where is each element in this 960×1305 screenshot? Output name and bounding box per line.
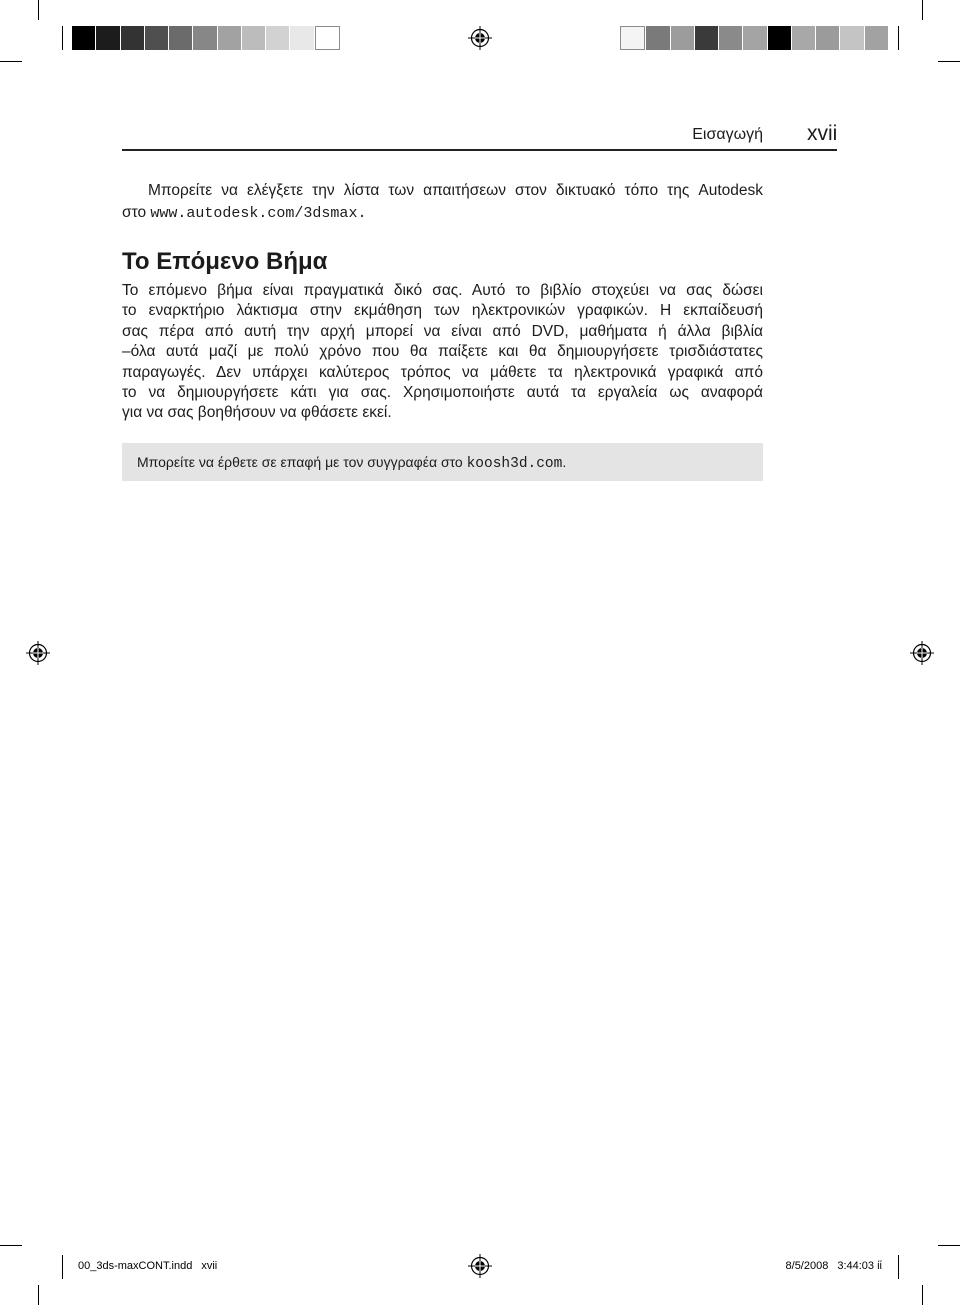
color-swatch [646,26,669,50]
crop-mark [38,1285,39,1305]
crop-mark [0,1245,22,1246]
color-swatch [865,26,888,50]
paragraph-line: –όλα αυτά μαζί με πολύ χρόνο που θα παίξετε και θα δημιουργήσετε τρισδιάστατες [122,343,763,361]
crop-mark [922,0,923,20]
slug-time: 3:44:03 ίί [837,1260,882,1272]
autodesk-url: www.autodesk.com/3dsmax [150,205,358,222]
slug-filename: 00_3ds-maxCONT.indd [78,1260,193,1272]
left-color-bar [72,26,340,50]
header-rule [122,149,837,151]
intro-line [122,202,763,225]
paragraph-line: το εναρκτήριο λάκτισμα στην εκμάθηση των ηλεκτρονικών γραφικών. Η εκπαίδευσή [122,302,763,320]
color-swatch [695,26,718,50]
paragraph-line: Το επόμενο βήμα είναι πραγματικά δικό σας. Αυτό το βιβλίο στοχεύει να σας δώσει [122,282,763,299]
slug-date: 8/5/2008 [785,1260,829,1272]
slug-timestamp [786,1258,882,1274]
color-swatch [315,26,340,50]
intro-paragraph [122,180,763,225]
crop-mark [898,1255,899,1279]
right-color-bar [620,26,888,50]
color-swatch [792,26,815,50]
color-swatch [72,26,95,50]
crop-mark [38,0,39,20]
slug-file-info [78,1258,217,1274]
color-swatch [840,26,863,50]
intro-suffix: . [357,205,367,222]
page-number: xvii [807,122,838,145]
color-swatch [671,26,694,50]
running-header-title: Εισαγωγή [692,126,763,143]
color-swatch [768,26,791,50]
intro-line: Μπορείτε να ελέγξετε την λίστα των απαιτήσεων στον δικτυακό τόπο της Autodesk [148,182,763,199]
paragraph-line: παραγωγές. Δεν υπάρχει καλύτερος τρόπος να μάθετε τα ηλεκτρονικά γραφικά από [122,363,763,381]
crop-mark [938,1245,960,1246]
crop-mark [62,26,63,50]
author-website: koosh3d.com [466,456,563,472]
paragraph-line: για να σας βοηθήσουν να φθάσετε εκεί. [122,404,392,422]
registration-mark-icon [910,641,934,665]
crop-mark [938,61,960,62]
registration-mark-icon [26,641,50,665]
color-swatch [193,26,216,50]
intro-prefix: στο [122,204,147,221]
color-swatch [121,26,144,50]
color-swatch [169,26,192,50]
color-swatch [816,26,839,50]
color-swatch [620,26,645,50]
color-swatch [145,26,168,50]
registration-mark-icon [468,1254,492,1278]
crop-mark [62,1255,63,1279]
registration-mark-icon [468,26,492,50]
section-heading: Το Επόμενο Βήμα [122,248,328,275]
color-swatch [218,26,241,50]
color-swatch [96,26,119,50]
crop-mark [898,26,899,50]
note-suffix: . [562,454,567,470]
color-swatch [242,26,265,50]
color-swatch [719,26,742,50]
color-swatch [266,26,289,50]
paragraph-line: το να δημιουργήσετε κάτι για σας. Χρησιμοποιήστε αυτά τα εργαλεία ως αναφορά [122,383,763,401]
color-swatch [743,26,766,50]
crop-mark [922,1285,923,1305]
body-paragraph [122,281,763,424]
note-text: Μπορείτε να έρθετε σε επαφή με τον συγγραφέα στο [137,454,463,470]
paragraph-line: σας πέρα από αυτή την αρχή μπορεί να είναι από DVD, μαθήματα ή άλλα βιβλία [122,322,763,340]
note-box [122,443,763,481]
crop-mark [0,61,22,62]
slug-page: xvii [201,1260,218,1272]
color-swatch [290,26,313,50]
